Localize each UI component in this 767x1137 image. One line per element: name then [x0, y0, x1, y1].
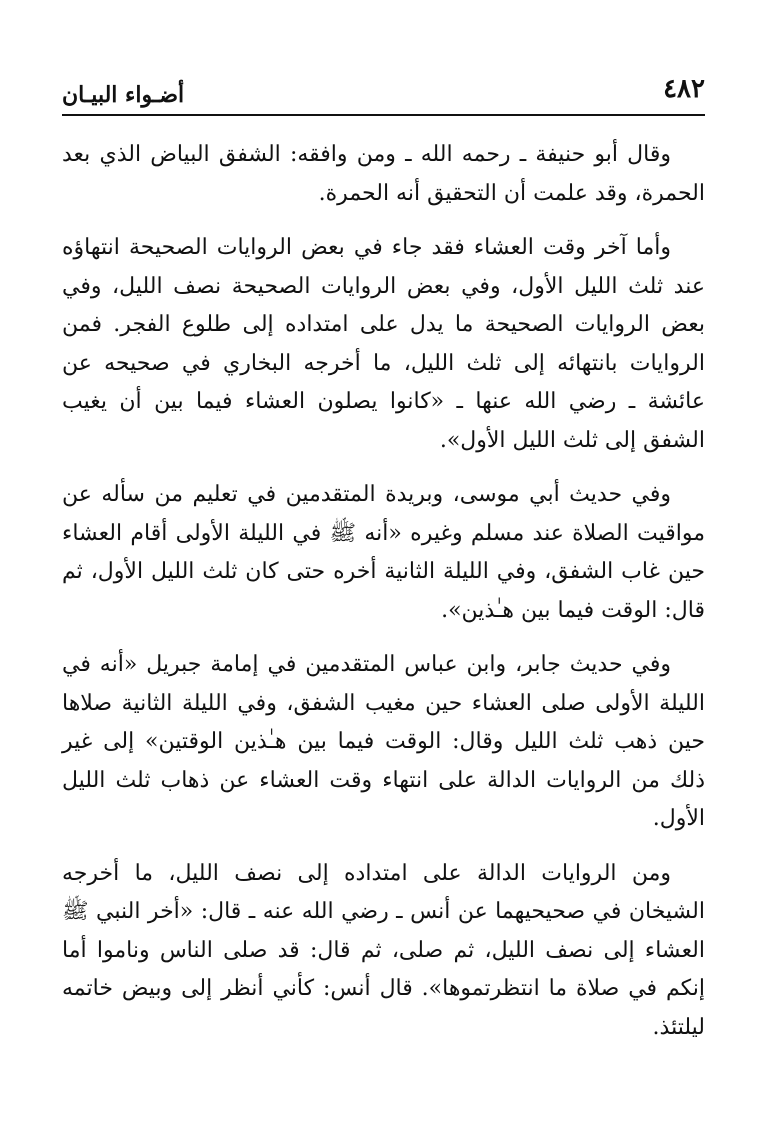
paragraph-1: وقال أبو حنيفة ـ رحمه الله ـ ومن وافقه: الشفق البياض الذي بعد الحمرة، وقد علمت أن التحقيق أنه الحمرة.: [62, 142, 705, 206]
paragraph-2: وأما آخر وقت العشاء فقد جاء في بعض الروايات الصحيحة انتهاؤه عند ثلث الليل الأول، وفي بعض الروايات الصحيحة نصف الليل، وفي بعض الروايات الصحيحة ما يدل على امتداده إلى طلوع الفجر. فمن الروايات بانتهائه إلى ثلث الليل، ما أخرجه البخاري في صحيحه عن عائشة ـ رضي الله عنها ـ «كانوا يصلون العشاء فيما بين أن يغيب الشفق إلى ثلث الليل الأول».: [62, 235, 705, 453]
running-title: أضـواء البيـان: [62, 82, 185, 108]
paragraph-5: ومن الروايات الدالة على امتداده إلى نصف الليل، ما أخرجه الشيخان في صحيحيهما عن أنس ـ رضي الله عنه ـ قال: «أخر النبي ﷺ العشاء إلى نصف الليل، ثم صلى، ثم قال: قد صلى الناس وناموا أما إنكم في صلاة ما انتظرتموها». قال أنس: كأني أنظر إلى وبيض خاتمه ليلتئذ.: [62, 860, 705, 1040]
page-number: ٤٨٢: [663, 74, 705, 104]
header-rule: [62, 114, 705, 116]
page-header: [62, 70, 705, 118]
paragraph-4: وفي حديث جابر، وابن عباس المتقدمين في إمامة جبريل «أنه في الليلة الأولى صلى العشاء حين مغيب الشفق، وفي الليلة الثانية صلاها حين ذهب ثلث الليل وقال: الوقت فيما بين هـٰذين الوقتين» إلى غير ذلك من الروايات الدالة على انتهاء وقت العشاء عن ذهاب ثلث الليل الأول.: [62, 652, 705, 831]
paragraph-3: وفي حديث أبي موسى، وبريدة المتقدمين في تعليم من سأله عن مواقيت الصلاة عند مسلم وغيره «أنه ﷺ في الليلة الأولى أقام العشاء حين غاب الشفق، وفي الليلة الثانية أخره حتى كان ثلث الليل الأول، ثم قال: الوقت فيما بين هـٰذين».: [62, 482, 705, 623]
body-text: [62, 136, 705, 1063]
